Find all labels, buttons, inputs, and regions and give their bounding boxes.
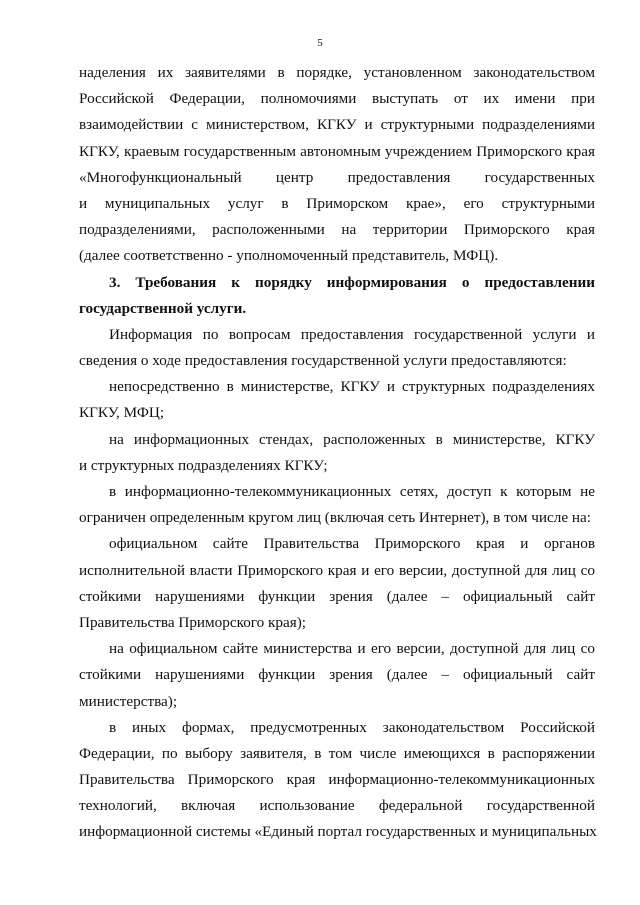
text-line: официальном сайте Правительства Приморского края и органов xyxy=(109,535,595,553)
text-line: Правительства Приморского края информационно-телекоммуникационных xyxy=(79,771,595,789)
text-line: и муниципальных услуг в Приморском крае», его структурными xyxy=(79,194,595,212)
text-line: наделения их заявителями в порядке, установленном законодательством xyxy=(79,64,595,81)
text-line: на информационных стендах, расположенных в министерстве, КГКУ xyxy=(109,430,595,448)
text-line: (далее соответственно - уполномоченный представитель, МФЦ). xyxy=(79,247,499,265)
text-line: в иных формах, предусмотренных законодательством Российской xyxy=(109,718,595,736)
text-line: исполнительной власти Приморского края и его версии, доступной для лиц со xyxy=(79,561,595,579)
text-line: стойкими нарушениями функции зрения (далее – официальный сайт xyxy=(79,587,595,605)
text-line: непосредственно в министерстве, КГКУ и структурных подразделениях xyxy=(109,378,595,396)
text-line: на официальном сайте министерства и его версии, доступной для лиц со xyxy=(109,640,595,658)
text-line: и структурных подразделениях КГКУ; xyxy=(79,456,328,474)
text-line: подразделениями, расположенными на территории Приморского края xyxy=(79,221,595,239)
text-line: информационной системы «Единый портал государственных и муниципальных xyxy=(79,823,597,841)
text-line: сведения о ходе предоставления государственной услуги предоставляются: xyxy=(79,352,567,370)
section-heading-line: 3. Требования к порядку информирования о предоставлении xyxy=(109,273,595,291)
text-line: Федерации, по выбору заявителя, в том числе имеющихся в распоряжении xyxy=(79,744,595,762)
text-line: Правительства Приморского края); xyxy=(79,613,307,631)
text-line: ограничен определенным кругом лиц (включая сеть Интернет), в том числе на: xyxy=(79,509,591,527)
text-line: в информационно-телекоммуникационных сетях, доступ к которым не xyxy=(109,483,595,500)
section-heading-line: государственной услуги. xyxy=(79,299,247,317)
text-line: КГКУ, МФЦ; xyxy=(79,404,165,422)
text-line: Российской Федерации, полномочиями выступать от их имени при xyxy=(79,90,595,108)
text-line: «Многофункциональный центр предоставления государственных xyxy=(79,168,595,186)
text-line: КГКУ, краевым государственным автономным учреждением Приморского края xyxy=(79,142,595,160)
text-line: взаимодействии с министерством, КГКУ и структурными подразделениями xyxy=(79,116,595,134)
document-body xyxy=(79,60,595,846)
page-number: 5 xyxy=(317,37,323,49)
text-line: Информация по вопросам предоставления государственной услуги и xyxy=(109,325,595,343)
text-line: министерства); xyxy=(79,692,178,710)
text-line: технологий, включая использование федеральной государственной xyxy=(79,797,595,815)
text-line: стойкими нарушениями функции зрения (далее – официальный сайт xyxy=(79,666,595,684)
